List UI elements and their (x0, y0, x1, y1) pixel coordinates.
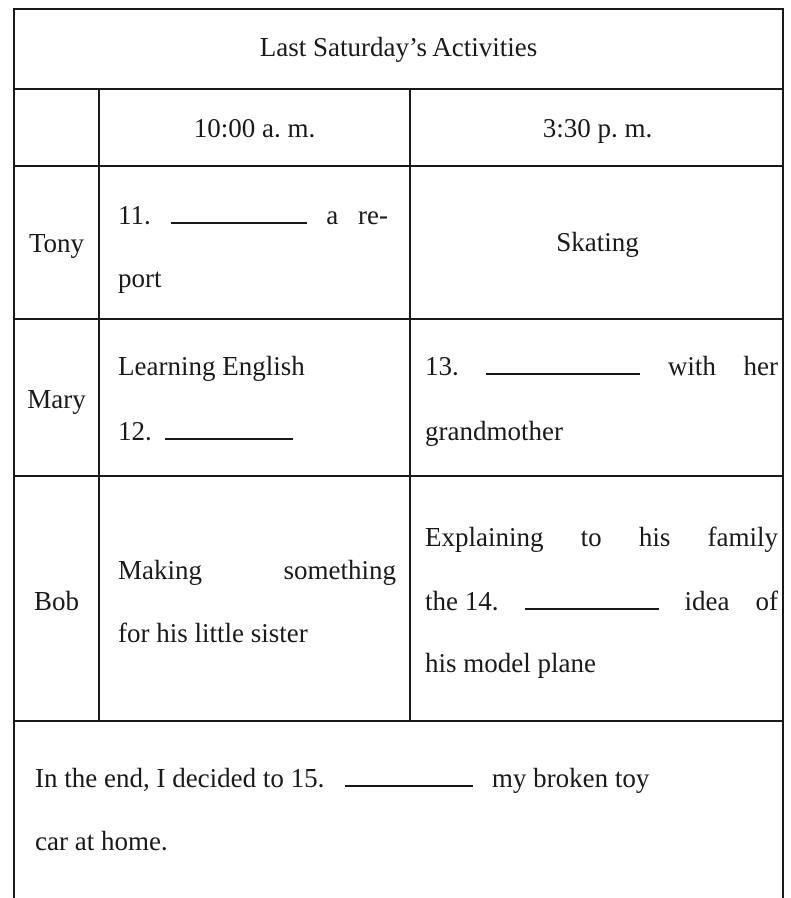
bob-pm-line1 (425, 524, 778, 551)
bob-pm-word-his: his (638, 522, 671, 552)
rule-header (13, 165, 784, 167)
tony-pm-activity: Skating (556, 227, 639, 257)
mary-am-line2 (118, 418, 293, 445)
tony-am-word-a: a (326, 200, 339, 230)
tony-am-word-re: re- (358, 200, 388, 230)
header-time-am: 10:00 a. m. (193, 113, 316, 143)
bob-pm-word-idea: idea (684, 586, 730, 616)
answer-blank-11[interactable] (171, 222, 307, 224)
footer-line2: car at home. (35, 826, 168, 856)
bob-pm-word-of: of (755, 586, 778, 616)
mary-pm-word-with: with (667, 351, 716, 381)
answer-blank-13[interactable] (486, 373, 640, 375)
mary-pm-word-her: her (743, 351, 778, 381)
rule-tony (13, 318, 784, 320)
blank-number-14: the 14. (425, 586, 499, 616)
bob-pm-word-explaining: Explaining (425, 522, 544, 552)
bob-pm-line2 (425, 588, 778, 615)
rule-title (13, 88, 784, 90)
row-name-mary: Mary (27, 384, 86, 414)
blank-number-13: 13. (425, 351, 459, 381)
answer-blank-14[interactable] (525, 608, 659, 610)
footer-line1 (35, 765, 649, 792)
tony-am-line1 (118, 202, 388, 229)
tony-am-line2: port (118, 263, 162, 293)
bob-pm-line3: his model plane (425, 648, 596, 678)
mary-pm-line1 (425, 353, 778, 380)
mary-am-line1: Learning English (118, 351, 305, 381)
bob-pm-word-to: to (580, 522, 602, 552)
blank-number-11: 11. (118, 200, 151, 230)
answer-blank-12[interactable] (165, 438, 293, 440)
bob-am-line2: for his little sister (118, 618, 308, 648)
rule-bob (13, 720, 784, 722)
bob-am-line1 (118, 557, 396, 584)
header-time-pm: 3:30 p. m. (542, 113, 653, 143)
bob-am-word-making: Making (118, 555, 202, 585)
row-name-bob: Bob (33, 586, 79, 616)
row-name-tony: Tony (28, 228, 85, 258)
footer-text-part1: In the end, I decided to 15. (35, 763, 325, 793)
bob-am-word-something: something (283, 555, 396, 585)
rule-col2 (409, 88, 411, 722)
blank-number-12: 12. (118, 416, 152, 446)
rule-mary (13, 475, 784, 477)
table-title: Last Saturday’s Activities (259, 32, 538, 62)
answer-blank-15[interactable] (345, 785, 473, 787)
mary-pm-line2: grandmother (425, 416, 563, 446)
rule-col1 (98, 88, 100, 722)
bob-pm-word-family: family (707, 522, 778, 552)
footer-text-part2: my broken toy (491, 763, 650, 793)
